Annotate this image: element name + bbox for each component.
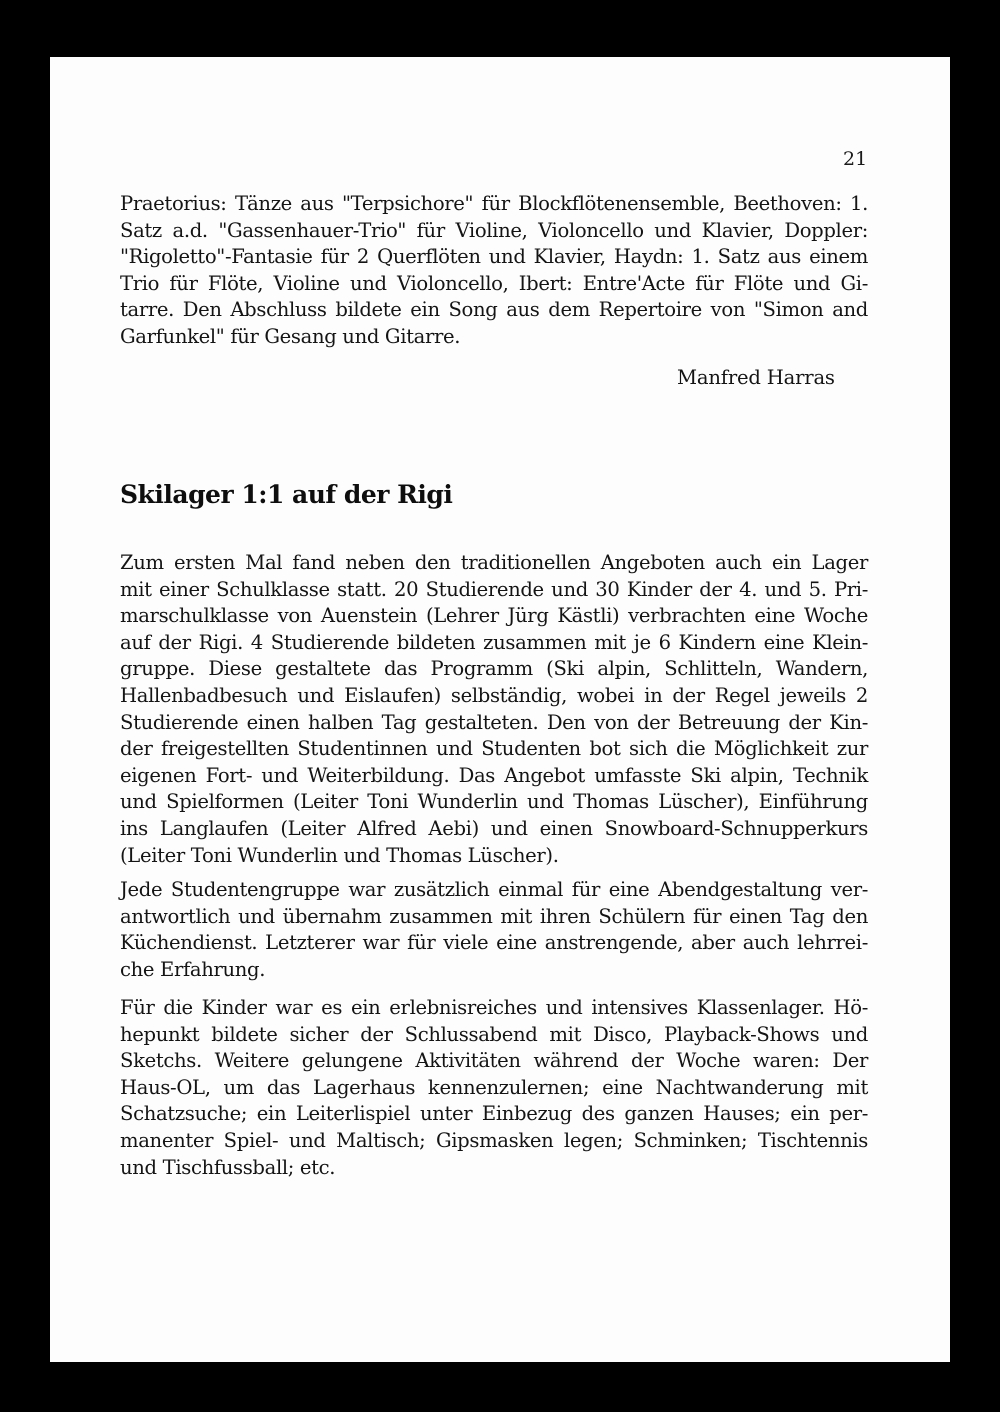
text-line: Für die Kinder war es ein erlebnisreiches und intensives Klassenlager. Hö- [120, 996, 868, 1019]
text-line: Satz a.d. "Gassenhauer-Trio" für Violine, Violoncello und Klavier, Doppler: [120, 218, 868, 242]
text-line: Jede Studentengruppe war zusätzlich einmal für eine Abendgestaltung ver- [120, 878, 868, 901]
text-line: (Leiter Toni Wunderlin und Thomas Lüscher). [120, 843, 559, 867]
paragraph-3 [120, 995, 868, 1181]
intro-paragraph [120, 191, 868, 351]
text-line: und Tischfussball; etc. [120, 1155, 336, 1179]
text-line: ins Langlaufen (Leiter Alfred Aebi) und einen Snowboard-Schnupperkurs [120, 816, 868, 840]
text-line: Studierende einen halben Tag gestalteten. Den von der Betreuung der Kin- [120, 710, 868, 734]
text-line: Schatzsuche; ein Leiterlispiel unter Einbezug des ganzen Hauses; ein per- [120, 1102, 868, 1126]
text-line: Trio für Flöte, Violine und Violoncello, Ibert: Entre'Acte für Flöte und Gi- [120, 271, 868, 295]
text-line: gruppe. Diese gestaltete das Programm (Ski alpin, Schlitteln, Wandern, [120, 657, 868, 681]
text-line: und Spielformen (Leiter Toni Wunderlin und Thomas Lüscher), Einführung [120, 790, 868, 814]
section-heading: Skilager 1:1 auf der Rigi [120, 480, 453, 509]
text-line: auf der Rigi. 4 Studierende bildeten zusammen mit je 6 Kindern eine Klein- [120, 630, 868, 654]
paragraph-1 [120, 550, 868, 869]
text-line: marschulklasse von Auenstein (Lehrer Jürg Kästli) verbrachten eine Woche [120, 604, 868, 628]
text-line: tarre. Den Abschluss bildete ein Song aus dem Repertoire von "Simon and [120, 298, 868, 322]
text-line: mit einer Schulklasse statt. 20 Studierende und 30 Kinder der 4. und 5. Pri- [120, 577, 868, 601]
text-line: Garfunkel" für Gesang und Gitarre. [120, 324, 461, 348]
text-line: Zum ersten Mal fand neben den traditionellen Angeboten auch ein Lager [120, 551, 868, 574]
text-line: Küchendienst. Letzterer war für viele eine anstrengende, aber auch lehrrei- [120, 931, 868, 955]
text-line: che Erfahrung. [120, 957, 266, 981]
text-line: Sketchs. Weitere gelungene Aktivitäten während der Woche waren: Der [120, 1049, 868, 1073]
page-number: 21 [843, 148, 868, 170]
text-line: eigenen Fort- und Weiterbildung. Das Angebot umfasste Ski alpin, Technik [120, 763, 868, 787]
text-line: manenter Spiel- und Maltisch; Gipsmasken legen; Schminken; Tischtennis [120, 1128, 868, 1152]
text-line: "Rigoletto"-Fantasie für 2 Querflöten und Klavier, Haydn: 1. Satz aus einem [120, 245, 868, 269]
text-line: Haus-OL, um das Lagerhaus kennenzulernen; eine Nachtwanderung mit [120, 1075, 868, 1099]
text-line: Praetorius: Tänze aus "Terpsichore" für Blockflötenensemble, Beethoven: 1. [120, 192, 868, 215]
author-signature: Manfred Harras [677, 366, 835, 389]
text-line: der freigestellten Studentinnen und Studenten bot sich die Möglichkeit zur [120, 737, 868, 761]
paragraph-2 [120, 877, 868, 983]
text-line: antwortlich und übernahm zusammen mit ihren Schülern für einen Tag den [120, 904, 868, 928]
text-line: Hallenbadbesuch und Eislaufen) selbständig, wobei in der Regel jeweils 2 [120, 683, 868, 707]
text-line: hepunkt bildete sicher der Schlussabend mit Disco, Playback-Shows und [120, 1022, 868, 1046]
